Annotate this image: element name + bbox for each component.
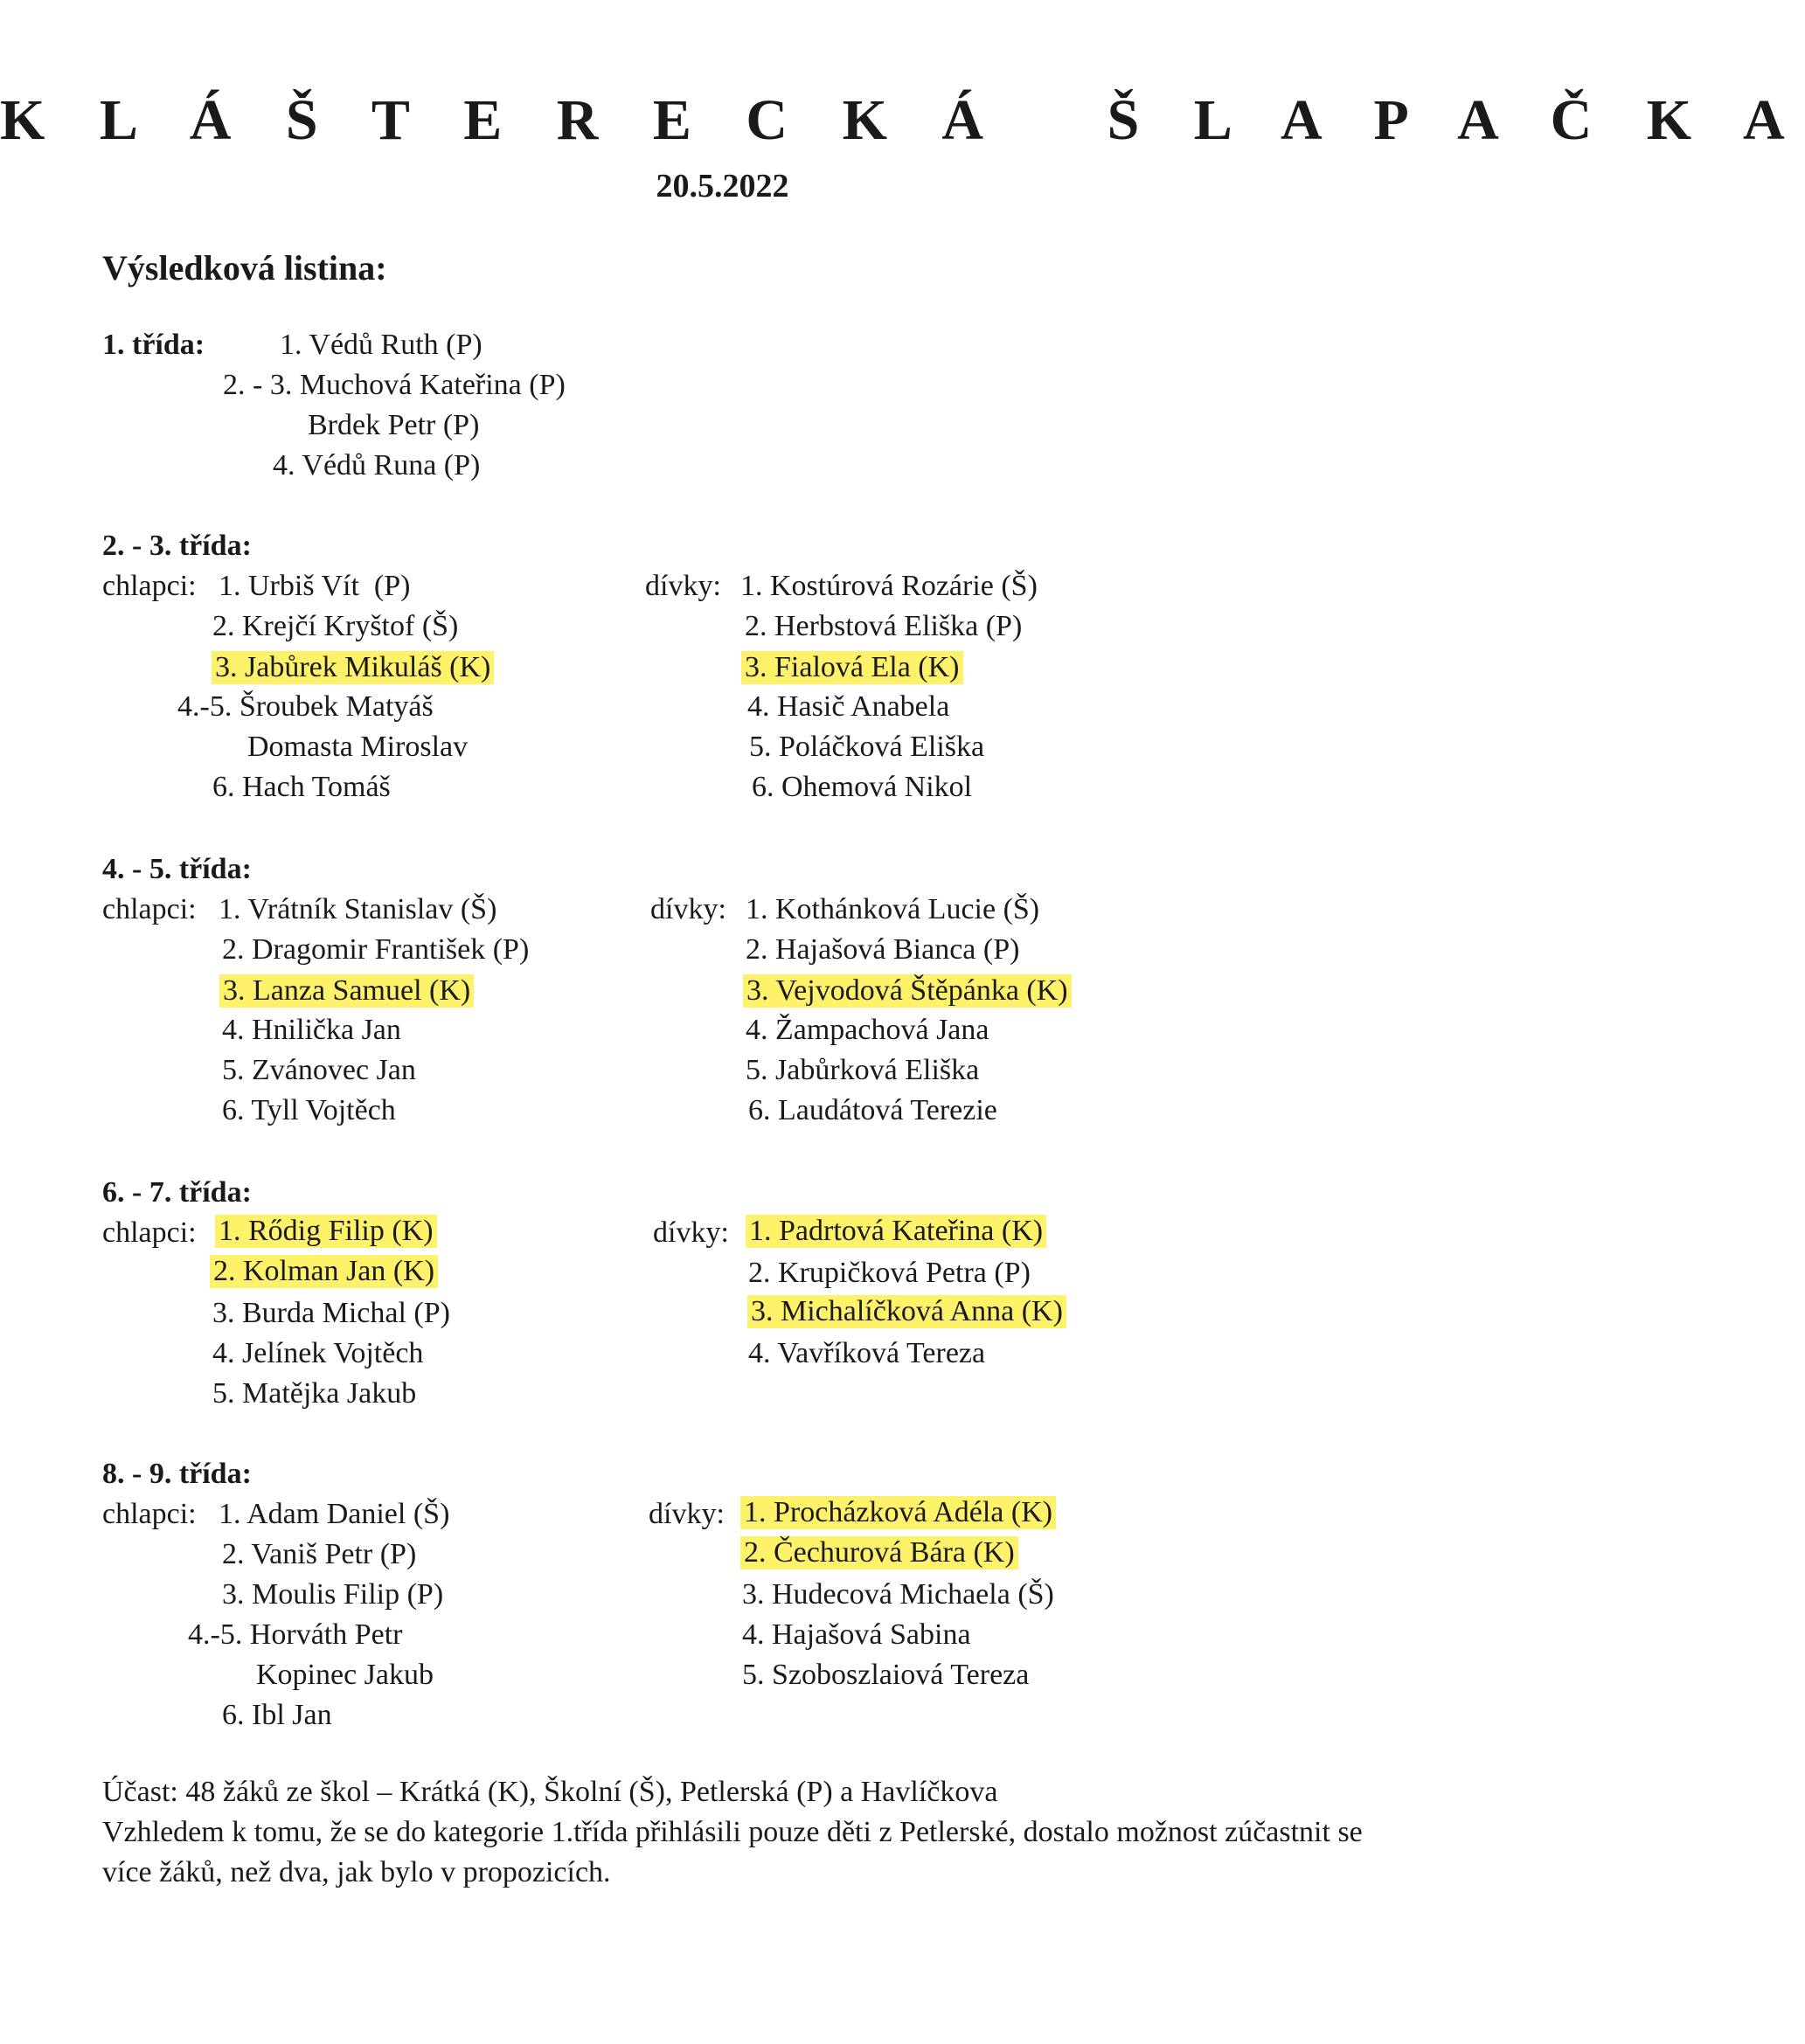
result-row: 4. Védů Runa (P) [273, 449, 481, 482]
category-note: Vzhledem k tomu, že se do kategorie 1.třída přihlásili pouze děti z Petlerské, dostalo možnost zúčastnit se více žáků, než dva, jak bylo v propozicích. [102, 1816, 1363, 1888]
result-row: 2. Dragomir František (P) [222, 933, 530, 966]
result-row: 4. Žampachová Jana [746, 1014, 989, 1046]
result-row-highlighted: 3. Michalíčková Anna (K) [747, 1295, 1066, 1328]
result-row: 5. Szoboszlaiová Tereza [742, 1659, 1030, 1691]
result-row: 2. - 3. Muchová Kateřina (P) [223, 369, 566, 401]
result-row: 2. Herbstová Eliška (P) [745, 610, 1023, 642]
girls-prefix: dívky: [653, 1216, 729, 1249]
result-row: 1. Kostúrová Rozárie (Š) [740, 570, 1038, 602]
result-row-highlighted: 1. Procházková Adéla (K) [740, 1496, 1056, 1529]
result-row: Domasta Miroslav [247, 731, 469, 763]
result-row-highlighted: 3. Jabůrek Mikuláš (K) [212, 651, 494, 684]
section-label-5: 8. - 9. třída: [102, 1458, 252, 1490]
result-row: 2. Vaniš Petr (P) [222, 1538, 417, 1570]
result-row: 2. Hajašová Bianca (P) [746, 933, 1020, 966]
result-row: 4. Hasič Anabela [747, 690, 950, 723]
result-row-highlighted: 1. Rődig Filip (K) [215, 1215, 437, 1248]
result-row: 6. Ibl Jan [222, 1699, 332, 1731]
result-row: Kopinec Jakub [256, 1659, 434, 1691]
result-row-highlighted: 3. Vejvodová Štěpánka (K) [743, 974, 1072, 1008]
result-row: 1. Kothánková Lucie (Š) [746, 893, 1040, 925]
result-row-highlighted: 1. Padrtová Kateřina (K) [746, 1215, 1046, 1248]
result-row: 1. Urbiš Vít (P) [219, 570, 411, 602]
boys-prefix: chlapci: [102, 570, 197, 602]
girls-prefix: dívky: [650, 893, 726, 925]
event-date: 20.5.2022 [656, 168, 789, 204]
result-row-highlighted: 3. Fialová Ela (K) [741, 651, 963, 684]
result-row: 2. Krejčí Kryštof (Š) [212, 610, 459, 642]
result-row: 6. Tyll Vojtěch [222, 1094, 396, 1126]
section-label-1: 1. třída: [102, 329, 205, 361]
result-row: 4. Hajašová Sabina [742, 1618, 971, 1651]
result-row-highlighted: 3. Lanza Samuel (K) [219, 974, 474, 1008]
result-row: 5. Zvánovec Jan [222, 1054, 416, 1086]
result-row: 4. Hnilička Jan [222, 1014, 401, 1046]
section-label-4: 6. - 7. třída: [102, 1176, 252, 1209]
result-row-highlighted: 2. Čechurová Bára (K) [740, 1536, 1018, 1569]
boys-prefix: chlapci: [102, 1498, 197, 1530]
boys-prefix: chlapci: [102, 1216, 197, 1249]
section-label-2: 2. - 3. třída: [102, 530, 252, 562]
result-row: 5. Matějka Jakub [212, 1377, 417, 1410]
result-row: 4.-5. Šroubek Matyáš [177, 690, 434, 723]
result-row: 6. Ohemová Nikol [752, 771, 973, 803]
girls-prefix: dívky: [649, 1498, 725, 1530]
result-row: 1. Vrátník Stanislav (Š) [219, 893, 497, 925]
result-row: 4. Vavříková Tereza [748, 1337, 986, 1369]
result-row-highlighted: 2. Kolman Jan (K) [210, 1255, 438, 1288]
participation-note: Účast: 48 žáků ze škol – Krátká (K), Školní (Š), Petlerská (P) a Havlíčkova [102, 1776, 998, 1808]
result-row: 3. Hudecová Michaela (Š) [742, 1578, 1054, 1611]
result-row: 4.-5. Horváth Petr [188, 1618, 403, 1651]
result-row: 6. Hach Tomáš [212, 771, 391, 803]
results-heading: Výsledková listina: [102, 248, 387, 288]
result-row: 6. Laudátová Terezie [748, 1094, 997, 1126]
document-title: K L Á Š T E R E C K Á Š L A P A Č K A [0, 88, 1805, 152]
result-row: Brdek Petr (P) [308, 409, 480, 441]
boys-prefix: chlapci: [102, 893, 197, 925]
result-row: 5. Jabůrková Eliška [746, 1054, 980, 1086]
result-row: 2. Krupičková Petra (P) [748, 1257, 1031, 1289]
result-row: 3. Moulis Filip (P) [222, 1578, 444, 1611]
girls-prefix: dívky: [645, 570, 721, 602]
result-row: 5. Poláčková Eliška [749, 731, 985, 763]
result-row: 3. Burda Michal (P) [212, 1297, 450, 1329]
section-label-3: 4. - 5. třída: [102, 853, 252, 885]
result-row: 4. Jelínek Vojtěch [212, 1337, 424, 1369]
result-row: 1. Védů Ruth (P) [280, 329, 482, 361]
result-row: 1. Adam Daniel (Š) [219, 1498, 450, 1530]
